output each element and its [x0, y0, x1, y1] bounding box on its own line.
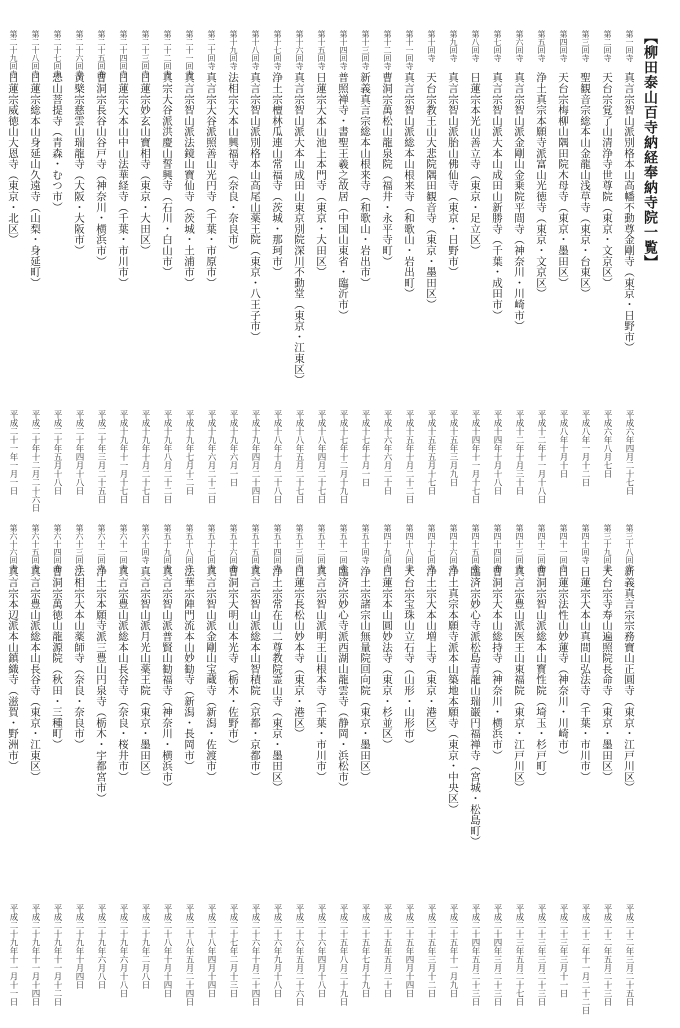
temple-entry — [332, 524, 354, 1006]
entry-number: 第四十六回寺 — [449, 524, 458, 572]
temple-name: 真言宗智山派大本山成田山東京別院深川不動堂（東京・江東区） — [293, 72, 305, 386]
dedication-date: 平成十二年十一月十八日 — [536, 410, 546, 504]
temple-name: 臨済宗妙心寺派松島青龍山瑞巌円福禅寺（宮城・松島町） — [469, 566, 481, 847]
entry-number: 第三十八回寺 — [625, 524, 634, 572]
temple-name — [0, 566, 2, 750]
temple-name: 曹洞宗智山派総本山寳性院（埼玉・杉戸町） — [535, 566, 547, 782]
dedication-date: 平成二十五年三月十二日 — [426, 904, 436, 998]
entry-number: 第六十一回寺 — [119, 524, 128, 572]
temple-name: 浄土宗本願寺派三豊山円泉寺（栃木・宇都宮市） — [95, 566, 107, 804]
temple-entry — [464, 30, 486, 504]
temple-entry — [112, 524, 134, 998]
temple-entry — [398, 30, 420, 504]
dedication-date: 平成二十年四月十八日 — [74, 410, 84, 495]
temple-name: 浄土宗大本山増上寺（東京・港区） — [425, 566, 437, 739]
temple-entry — [618, 524, 640, 1006]
dedication-date: 平成十八年十月二十八日 — [272, 410, 282, 504]
temple-name: 曹洞宗萬松山龍泉院（福井・永平寺町） — [381, 72, 393, 267]
temple-entry — [222, 30, 244, 500]
entry-number: 第二十一回寺 — [185, 30, 194, 78]
temple-name: 真言宗智山派法鏡山寶仙寺（茨城・土浦市） — [183, 72, 195, 288]
temple-entry — [508, 524, 530, 1006]
temple-entry — [0, 30, 2, 500]
temple-name: 法華宗陣門流本山妙勧寺（新潟・長岡市） — [183, 566, 195, 772]
temple-name: 真言宗智山派明王山根本寺（千葉・市川市） — [315, 566, 327, 782]
temple-name: 日蓮宗長松山妙本寺（東京・港区） — [293, 566, 305, 739]
entry-number: 第二十六回寺 — [75, 30, 84, 78]
entry-number: 第十七回寺 — [273, 30, 282, 70]
temple-entry — [486, 30, 508, 500]
dedication-date: 平成二十四年三月二十三日 — [492, 904, 502, 1006]
temple-entry — [354, 30, 376, 500]
temple-name: 真宗大谷派洪慶山誓興寺（石川・白山市） — [161, 72, 173, 278]
temple-name: 日蓮宗大本山池上本門寺（東京・大田区） — [315, 72, 327, 278]
entry-number: 第二十三回寺 — [141, 30, 150, 78]
entry-number: 第十五回寺 — [317, 30, 326, 70]
temple-entry — [24, 30, 46, 512]
temple-entry — [2, 524, 24, 1006]
dedication-date: 平成十七年十月一日 — [360, 410, 370, 487]
bottom-entries — [7, 524, 640, 1015]
dedication-date: 平成二十三年五月二十七日 — [514, 904, 524, 1006]
dedication-date: 平成二十九年十一月十一日 — [8, 904, 18, 1006]
entry-number: 第四十二回寺 — [537, 524, 546, 572]
dedication-date: 平成六年八月七日 — [602, 410, 612, 478]
document-title: 【柳田泰山百寺納経奉納寺院一覧】 — [642, 30, 658, 270]
entry-number: 第七回寺 — [493, 30, 502, 62]
dedication-date: 平成二十七年二月十三日 — [228, 904, 238, 998]
temple-name: 天台宗覚了山清浄寺世尊院（東京・文京区） — [601, 72, 613, 288]
entry-number: 第十八回寺 — [251, 30, 260, 70]
entry-number: 第十四回寺 — [339, 30, 348, 70]
entry-number: 第二十八回寺 — [31, 30, 40, 78]
temple-name: 日蓮宗大本山真間山弘法寺（千葉・市川市） — [579, 566, 591, 782]
dedication-date: 平成十六年六月二十日 — [382, 410, 392, 495]
entry-number: 第六十回寺 — [141, 524, 150, 564]
temple-entry — [68, 524, 90, 994]
temple-name: 聖観音宗総本山金龍山浅草寺（東京・台東区） — [579, 72, 591, 299]
temple-entry — [508, 30, 530, 500]
temple-name: 天台宗寺寿山遍照院長命寺（東京・墨田区） — [601, 566, 613, 782]
dedication-date: 平成二十二年三月二十五日 — [624, 904, 634, 1006]
temple-entry — [244, 30, 266, 504]
temple-entry — [596, 30, 618, 500]
entry-number: 第一回寺 — [625, 30, 634, 62]
temple-entry — [222, 524, 244, 998]
temple-name: 真言宗智山派月光山薬王院（東京・墨田区） — [139, 566, 151, 782]
temple-entry — [464, 524, 486, 1006]
temple-name: 日蓮宗総本山身延山久遠寺（山梨・身延町） — [29, 72, 41, 288]
entry-number: 第六十五回寺 — [31, 524, 40, 572]
temple-entry — [46, 524, 68, 1006]
temple-entry — [112, 30, 134, 504]
dedication-date: 平成二十五年四月十四日 — [404, 904, 414, 998]
temple-entry — [2, 30, 24, 500]
temple-entry — [90, 524, 112, 994]
temple-name: 新義真言宗宗務寶山正圓寺（東京・江戸川区） — [623, 566, 635, 793]
bottom-list-block — [7, 524, 640, 1015]
temple-name: 真言宗豊山派医王山東福院（東京・江戸川区） — [513, 566, 525, 793]
entry-number: 第二十四回寺 — [119, 30, 128, 78]
entry-number: 第四十五回寺 — [471, 524, 480, 572]
dedication-date: 平成二十九年十一月十四日 — [30, 904, 40, 1006]
dedication-date: 平成十九年六月一日 — [228, 410, 238, 487]
entry-number: 第二回寺 — [603, 30, 612, 62]
dedication-date: 平成十九年八月二十二日 — [162, 410, 172, 504]
temple-name: 真言宗智山派金剛山宝蔵寺（新潟・佐渡市） — [205, 566, 217, 782]
temple-name: 真言宗智山派大本山成田山新勝寺（千葉・成田市） — [491, 72, 503, 321]
top-list-block — [7, 30, 640, 512]
dedication-date: 平成十七年十二月十九日 — [338, 410, 348, 504]
temple-entry — [310, 524, 332, 998]
temple-name: 真言宗大谷派照善山光円寺（千葉・市原市） — [205, 72, 217, 288]
entry-number: 第五回寺 — [537, 30, 546, 62]
dedication-date: 平成二十二年十一月二十二日 — [580, 904, 590, 1015]
dedication-date: 平成二十九年十月四日 — [74, 904, 84, 989]
entry-number: 第十一回寺 — [405, 30, 414, 70]
temple-name: 法相宗大本山興福寺（奈良・奈良市） — [227, 72, 239, 256]
temple-entry — [574, 30, 596, 500]
temple-entry — [420, 524, 442, 998]
entry-number: 第六十四回寺 — [53, 524, 62, 572]
temple-name: 真言宗豊山派総本山長谷寺（東京・江東区） — [29, 566, 41, 782]
entry-number: 第六十二回寺 — [97, 524, 106, 572]
temple-name: 真言宗智山派普賢山勧福寺（神奈川・横浜市） — [161, 566, 173, 793]
dedication-date: 平成十五年十月二十二日 — [404, 410, 414, 504]
temple-name: 天台宗宝珠山立石寺（山形・山形市） — [403, 566, 415, 750]
entry-number: 第六十六回寺 — [9, 524, 18, 572]
dedication-date: 平成二十八年四月十四日 — [206, 904, 216, 998]
entry-number: 第十二回寺 — [383, 30, 392, 70]
entry-number: 第十九回寺 — [229, 30, 238, 70]
temple-entry — [618, 30, 640, 500]
entry-number: 第八回寺 — [471, 30, 480, 62]
dedication-date: 平成二十年三月二十五日 — [96, 410, 106, 504]
entry-number: 第三十九回寺 — [603, 524, 612, 572]
temple-name: 真言宗智山派総本山根来寺（和歌山・岩出町） — [403, 72, 415, 299]
dedication-date: 平成二十六年九月十八日 — [272, 904, 282, 998]
entry-number: 第四十八回寺 — [405, 524, 414, 572]
temple-entry — [288, 30, 310, 504]
temple-name: 真言宗智山派別格本山高幡不動尊金剛寺（東京・日野市） — [623, 72, 635, 353]
entry-number: 第五十五回寺 — [251, 524, 260, 572]
temple-entry — [376, 524, 398, 998]
temple-entry — [376, 30, 398, 500]
entry-number: 第十回寺 — [427, 30, 436, 62]
entry-number: 第六十三回寺 — [75, 524, 84, 572]
temple-entry — [134, 524, 156, 994]
temple-name: 浄土宗諸宗山無量院回向院（東京・墨田区） — [359, 566, 371, 782]
dedication-date: 平成二十五年七月十九日 — [360, 904, 370, 998]
temple-name: 日蓮宗妙玄山寶相寺（東京・大田区） — [139, 72, 151, 256]
temple-name: 普照禅寺・書聖王羲之故居（中国山東省・臨沂市） — [337, 72, 349, 321]
temple-name: 曹洞宗萬徳山龍源院（秋田・三種町） — [51, 566, 63, 750]
entry-number: 第四十一回寺 — [559, 524, 568, 572]
dedication-date — [0, 904, 2, 989]
dedication-date: 平成十九年七月十二日 — [184, 410, 194, 495]
temple-name: 曹洞宗大本山総持寺（神奈川・横浜市） — [491, 566, 503, 761]
dedication-date: 平成十四年十月十八日 — [492, 410, 502, 495]
temple-name: 浄土宗檀林瓜連山常福寺（茨城・那珂市） — [271, 72, 283, 278]
entry-number: 第十六回寺 — [295, 30, 304, 70]
temple-entry — [552, 30, 574, 500]
temple-entry — [200, 524, 222, 998]
entry-number: 第十三回寺 — [361, 30, 370, 70]
dedication-date: 平成十二年十月三十日 — [514, 410, 524, 495]
temple-name: 真言宗智山派総本山智積院（京都・京都市） — [249, 566, 261, 782]
entry-number: 第四十七回寺 — [427, 524, 436, 572]
entry-number: 第五十二回寺 — [317, 524, 326, 572]
temple-entry — [178, 30, 200, 500]
dedication-date: 平成二十九年二月八日 — [140, 904, 150, 989]
dedication-date: 平成二十二年五月二十三日 — [602, 904, 612, 1006]
entry-number: 第四十三回寺 — [515, 524, 524, 572]
dedication-date: 平成二十八年五月二十四日 — [184, 904, 194, 1006]
dedication-date: 平成十五年五月十七日 — [426, 410, 436, 495]
temple-entry — [310, 30, 332, 504]
temple-name: 日蓮宗威徳山大恩寺（東京・北区） — [7, 72, 19, 245]
dedication-date: 平成二十四年五月二十三日 — [470, 904, 480, 1006]
temple-entry — [200, 30, 222, 504]
dedication-date: 平成二十九年六月八日 — [96, 904, 106, 989]
entry-number: 第五十六回寺 — [229, 524, 238, 572]
entry-number: 第四十四回寺 — [493, 524, 502, 572]
temple-entry — [398, 524, 420, 998]
entry-number: 第二十七回寺 — [53, 30, 62, 78]
dedication-date: 平成十九年十一月十七日 — [118, 410, 128, 504]
dedication-date: 平成二十九年十一月十二日 — [52, 904, 62, 1006]
dedication-date: 平成八年十月十日 — [558, 410, 568, 478]
entry-number: 第五十四回寺 — [273, 524, 282, 572]
dedication-date: 平成二十五年八月二十九日 — [338, 904, 348, 1006]
entry-number: 第二十回寺 — [207, 30, 216, 70]
temple-entry — [0, 524, 2, 994]
temple-entry — [442, 524, 464, 998]
dedication-date: 平成二十年五月十八日 — [52, 410, 62, 495]
dedication-date: 平成十九年十月二十七日 — [140, 410, 150, 504]
temple-name: 臨済宗妙心寺派西湖山龍雲寺（静岡・浜松市） — [337, 566, 349, 793]
temple-entry — [574, 524, 596, 1015]
temple-entry — [486, 524, 508, 1006]
dedication-date: 平成二十五年十一月九日 — [448, 904, 458, 998]
temple-name: 日蓮宗大本山中山法華経寺（千葉・市川市） — [117, 72, 129, 288]
entry-number: 第五十九回寺 — [163, 524, 172, 572]
entry-number: 第四十九回寺 — [383, 524, 392, 572]
dedication-date: 平成二十六年十月二十四日 — [250, 904, 260, 1006]
temple-name: 黄檗宗慈雲山瑞龍寺（大阪・大阪市） — [73, 72, 85, 256]
temple-entry — [90, 30, 112, 504]
dedication-date: 平成二十三年三月十一日 — [558, 904, 568, 998]
temple-entry — [244, 524, 266, 1006]
dedication-date: 平成十九年四月二十四日 — [250, 410, 260, 504]
temple-name — [0, 72, 2, 256]
entry-number: 第五十三回寺 — [295, 524, 304, 572]
dedication-date: 平成二十五年五月二十日 — [382, 904, 392, 998]
dedication-date: 平成二十三年三月二十三日 — [536, 904, 546, 1006]
temple-entry — [420, 30, 442, 500]
entry-number: 第九回寺 — [449, 30, 458, 62]
temple-name: 真言宗本辺派本山鎮織寺（滋賀・野洲市） — [7, 566, 19, 772]
entry-number: 第二十五回寺 — [97, 30, 106, 78]
temple-entry — [266, 30, 288, 504]
dedication-date: 平成十五年三月九日 — [448, 410, 458, 487]
entry-number — [0, 30, 2, 70]
dedication-date: 平成六年四月二十七日 — [624, 410, 634, 495]
entry-number: 第二十二回寺 — [163, 30, 172, 78]
dedication-date: 平成八年一月十二日 — [580, 410, 590, 487]
entry-number: 第五十八回寺 — [185, 524, 194, 572]
temple-entry — [68, 30, 90, 500]
temple-name: 法相宗大本山薬師寺（奈良・奈良市） — [73, 566, 85, 750]
entry-number: 第二十九回寺 — [9, 30, 18, 78]
temple-entry — [24, 524, 46, 1006]
entry-number: 第三回寺 — [581, 30, 590, 62]
dedication-date: 平成十八年四月二十七日 — [316, 410, 326, 504]
temple-name: 日蓮宗法性山妙蓮寺（神奈川・川崎市） — [557, 566, 569, 761]
entry-number: 第四十回寺 — [581, 524, 590, 564]
temple-entry — [288, 524, 310, 1006]
temple-entry — [332, 30, 354, 504]
entry-number: 第六回寺 — [515, 30, 524, 62]
temple-name: 真言宗智山派金剛山金乗院平間寺（神奈川・川崎市） — [513, 72, 525, 332]
top-entries — [7, 30, 640, 512]
dedication-date: 平成二十年十二月二十六日 — [30, 410, 40, 512]
entry-number: 第五十回寺 — [361, 524, 370, 564]
temple-name: 新義真言宗総本山根来寺（和歌山・岩出市） — [359, 72, 371, 288]
entry-number: 第五十一回寺 — [339, 524, 348, 572]
temple-entry — [442, 30, 464, 500]
temple-name: 天台宗梅柳山隅田院木母寺（東京・墨田区） — [557, 72, 569, 288]
temple-entry — [530, 524, 552, 1006]
dedication-date: 平成十四年十一月十七日 — [470, 410, 480, 504]
dedication-date — [0, 410, 2, 504]
dedication-date: 平成二十六年四月十八日 — [316, 904, 326, 998]
temple-name: 日蓮宗本山圓妙法寺（東京・杉並区） — [381, 566, 393, 750]
temple-entry — [46, 30, 68, 500]
temple-name: 恐山菩提寺（青森・むつ市） — [51, 72, 63, 213]
temple-entry — [156, 30, 178, 504]
temple-name: 曹洞宗大明山本光寺（栃木・佐野市） — [227, 566, 239, 750]
entry-number — [0, 524, 2, 572]
temple-entry — [156, 524, 178, 998]
temple-entry — [266, 524, 288, 998]
temple-name: 浄土真宗本願寺派富山光徳寺（東京・文京区） — [535, 72, 547, 299]
temple-name: 曹洞宗長谷山谷戸寺（神奈川・横浜市） — [95, 72, 107, 267]
dedication-date: 平成二十九年六月十八日 — [118, 904, 128, 998]
temple-entry — [134, 30, 156, 504]
temple-entry — [178, 524, 200, 1006]
entry-number: 第五十七回寺 — [207, 524, 216, 572]
temple-name: 日蓮宗本光山善立寺（東京・足立区） — [469, 72, 481, 256]
temple-entry — [530, 30, 552, 504]
dedication-date: 平成十八年五月二十七日 — [294, 410, 304, 504]
dedication-date: 平成二十一年一月一日 — [8, 410, 18, 495]
dedication-date: 平成二十六年五月二十六日 — [294, 904, 304, 1006]
dedication-date: 平成十九年六月二十二日 — [206, 410, 216, 504]
temple-entry — [552, 524, 574, 998]
temple-name: 真言宗智山派別格本山高尾山薬王院（東京・八王子市） — [249, 72, 261, 342]
temple-name: 真言宗豊山派総本山長谷寺（奈良・桜井市） — [117, 566, 129, 782]
temple-name: 真言宗智山派胎山佛仙寺（東京・日野市） — [447, 72, 459, 278]
temple-entry — [354, 524, 376, 998]
temple-name: 浄土真宗本願寺派本山築地本願寺（東京・中央区） — [447, 566, 459, 815]
temple-entry — [596, 524, 618, 1006]
temple-name: 浄土宗常在山二尊教院霊山寺（東京・墨田区） — [271, 566, 283, 793]
temple-name: 天台宗教王山大悲院隅田観音寺（東京・墨田区） — [425, 72, 437, 310]
entry-number: 第四回寺 — [559, 30, 568, 62]
dedication-date: 平成二十八年十月十四日 — [162, 904, 172, 998]
